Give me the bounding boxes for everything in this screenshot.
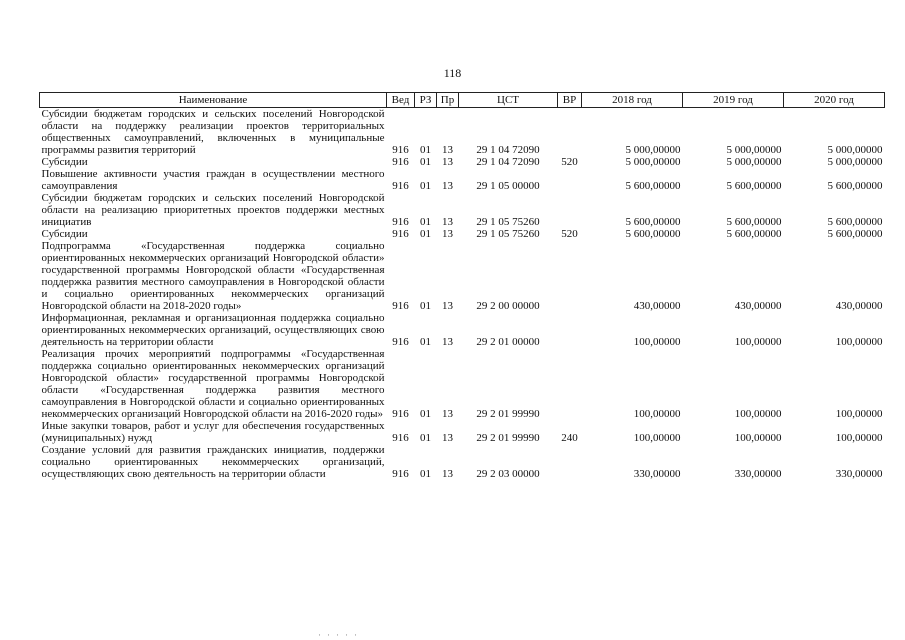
row-vr	[558, 192, 582, 228]
row-name: Иные закупки товаров, работ и услуг для обеспечения государственных (муниципальных) нужд	[41, 420, 385, 444]
row-pr: 13	[442, 408, 453, 420]
row-vr	[558, 168, 582, 192]
row-2020: 5 600,00000	[827, 180, 883, 192]
row-cst: 29 2 03 00000	[476, 468, 540, 480]
row-vr	[558, 348, 582, 420]
row-ved: 916	[392, 180, 409, 192]
row-2019: 5 000,00000	[726, 156, 782, 168]
row-ved: 916	[392, 144, 409, 156]
row-2018: 330,00000	[633, 468, 681, 480]
row-2019: 5 600,00000	[726, 216, 782, 228]
row-2020: 5 000,00000	[827, 156, 883, 168]
row-rz: 01	[420, 216, 431, 228]
row-pr: 13	[442, 336, 453, 348]
table-row	[40, 312, 885, 348]
scan-artifact-dots: ·····	[318, 630, 363, 640]
table-row	[40, 156, 885, 168]
row-ved: 916	[392, 468, 409, 480]
row-ved: 916	[392, 300, 409, 312]
row-name: Субсидии бюджетам городских и сельских поселений Новгородской области на поддержку реализации проектов территориальных общественных самоуправлений, включенных в муниципальные программы развития территорий	[41, 108, 385, 156]
table-header-row	[40, 93, 885, 108]
row-name: Подпрограмма «Государственная поддержка социально ориентированных некоммерческих организаций Новгородской области» государственной программы Новгородской области «Государственная поддержка развития местного самоуправления в Новгородской области и социально ориентированных некоммерческих организаций Новгородской области на 2018-2020 годы»	[41, 240, 385, 312]
row-2018: 5 600,00000	[625, 228, 681, 240]
row-2019: 330,00000	[734, 468, 782, 480]
row-pr: 13	[442, 156, 453, 168]
row-rz: 01	[420, 228, 431, 240]
row-pr: 13	[442, 144, 453, 156]
row-name: Информационная, рекламная и организационная поддержка социально ориентированных некоммерческих организаций, осуществляющих свою деятельность на территории области	[41, 312, 385, 348]
row-2019: 100,00000	[734, 336, 782, 348]
table-row	[40, 108, 885, 157]
row-vr: 240	[561, 432, 578, 444]
header-cst: ЦСТ	[459, 93, 558, 108]
table-row	[40, 348, 885, 420]
header-2020: 2020 год	[784, 93, 885, 108]
row-ved: 916	[392, 156, 409, 168]
header-vr: ВР	[558, 93, 582, 108]
table-row	[40, 228, 885, 240]
row-2018: 5 000,00000	[625, 156, 681, 168]
row-rz: 01	[420, 300, 431, 312]
row-vr	[558, 108, 582, 157]
row-pr: 13	[442, 432, 453, 444]
row-2018: 100,00000	[633, 432, 681, 444]
table-row	[40, 444, 885, 480]
row-ved: 916	[392, 432, 409, 444]
row-2020: 100,00000	[835, 432, 883, 444]
row-vr	[558, 240, 582, 312]
row-2020: 100,00000	[835, 408, 883, 420]
row-rz: 01	[420, 408, 431, 420]
row-cst: 29 2 01 99990	[476, 432, 540, 444]
row-cst: 29 2 01 99990	[476, 408, 540, 420]
row-2018: 5 600,00000	[625, 180, 681, 192]
row-rz: 01	[420, 336, 431, 348]
row-2018: 100,00000	[633, 336, 681, 348]
row-cst: 29 2 01 00000	[476, 336, 540, 348]
header-2019: 2019 год	[683, 93, 784, 108]
row-2018: 5 000,00000	[625, 144, 681, 156]
header-name: Наименование	[40, 93, 387, 108]
row-pr: 13	[442, 216, 453, 228]
row-name: Повышение активности участия граждан в осуществлении местного самоуправления	[41, 168, 385, 192]
row-ved: 916	[392, 408, 409, 420]
row-rz: 01	[420, 432, 431, 444]
row-2019: 100,00000	[734, 432, 782, 444]
row-pr: 13	[442, 468, 453, 480]
row-cst: 29 1 04 72090	[476, 156, 540, 168]
row-name: Субсидии	[41, 228, 88, 240]
row-cst: 29 2 00 00000	[476, 300, 540, 312]
table-row	[40, 168, 885, 192]
row-2020: 5 600,00000	[827, 228, 883, 240]
row-cst: 29 1 05 75260	[476, 216, 540, 228]
row-ved: 916	[392, 216, 409, 228]
header-2018: 2018 год	[582, 93, 683, 108]
row-rz: 01	[420, 144, 431, 156]
row-2019: 430,00000	[734, 300, 782, 312]
row-2018: 100,00000	[633, 408, 681, 420]
row-name: Субсидии	[41, 156, 88, 168]
row-vr: 520	[561, 156, 578, 168]
row-2018: 430,00000	[633, 300, 681, 312]
row-pr: 13	[442, 180, 453, 192]
row-vr: 520	[561, 228, 578, 240]
header-rz: РЗ	[415, 93, 437, 108]
row-cst: 29 1 05 00000	[476, 180, 540, 192]
header-ved: Вед	[387, 93, 415, 108]
row-2020: 430,00000	[835, 300, 883, 312]
row-2020: 330,00000	[835, 468, 883, 480]
row-name: Создание условий для развития гражданских инициатив, поддержки социально ориентированных некоммерческих организаций, осуществляющих свою деятельность на территории области	[41, 444, 385, 480]
row-2020: 5 600,00000	[827, 216, 883, 228]
row-2020: 5 000,00000	[827, 144, 883, 156]
row-rz: 01	[420, 468, 431, 480]
row-2019: 5 600,00000	[726, 180, 782, 192]
row-vr	[558, 444, 582, 480]
row-ved: 916	[392, 336, 409, 348]
row-2019: 5 000,00000	[726, 144, 782, 156]
row-cst: 29 1 04 72090	[476, 144, 540, 156]
table-row	[40, 420, 885, 444]
row-2019: 5 600,00000	[726, 228, 782, 240]
row-vr	[558, 312, 582, 348]
row-2020: 100,00000	[835, 336, 883, 348]
row-name: Субсидии бюджетам городских и сельских поселений Новгородской области на реализацию приоритетных проектов поддержки местных инициатив	[41, 192, 385, 228]
header-pr: Пр	[437, 93, 459, 108]
row-cst: 29 1 05 75260	[476, 228, 540, 240]
table-row	[40, 240, 885, 312]
row-2018: 5 600,00000	[625, 216, 681, 228]
row-name: Реализация прочих мероприятий подпрограммы «Государственная поддержка социально ориентированных некоммерческих организаций Новгородской области» государственной программы Новгородской области «Государственная поддержка развития местного самоуправления в Новгородской области и социально ориентированных некоммерческих организаций Новгородской области на 2016-2020 годы»	[41, 348, 385, 420]
page-number: 118	[443, 66, 462, 80]
row-rz: 01	[420, 180, 431, 192]
budget-table	[39, 92, 885, 480]
row-pr: 13	[442, 300, 453, 312]
row-pr: 13	[442, 228, 453, 240]
table-row	[40, 192, 885, 228]
row-rz: 01	[420, 156, 431, 168]
row-2019: 100,00000	[734, 408, 782, 420]
row-ved: 916	[392, 228, 409, 240]
